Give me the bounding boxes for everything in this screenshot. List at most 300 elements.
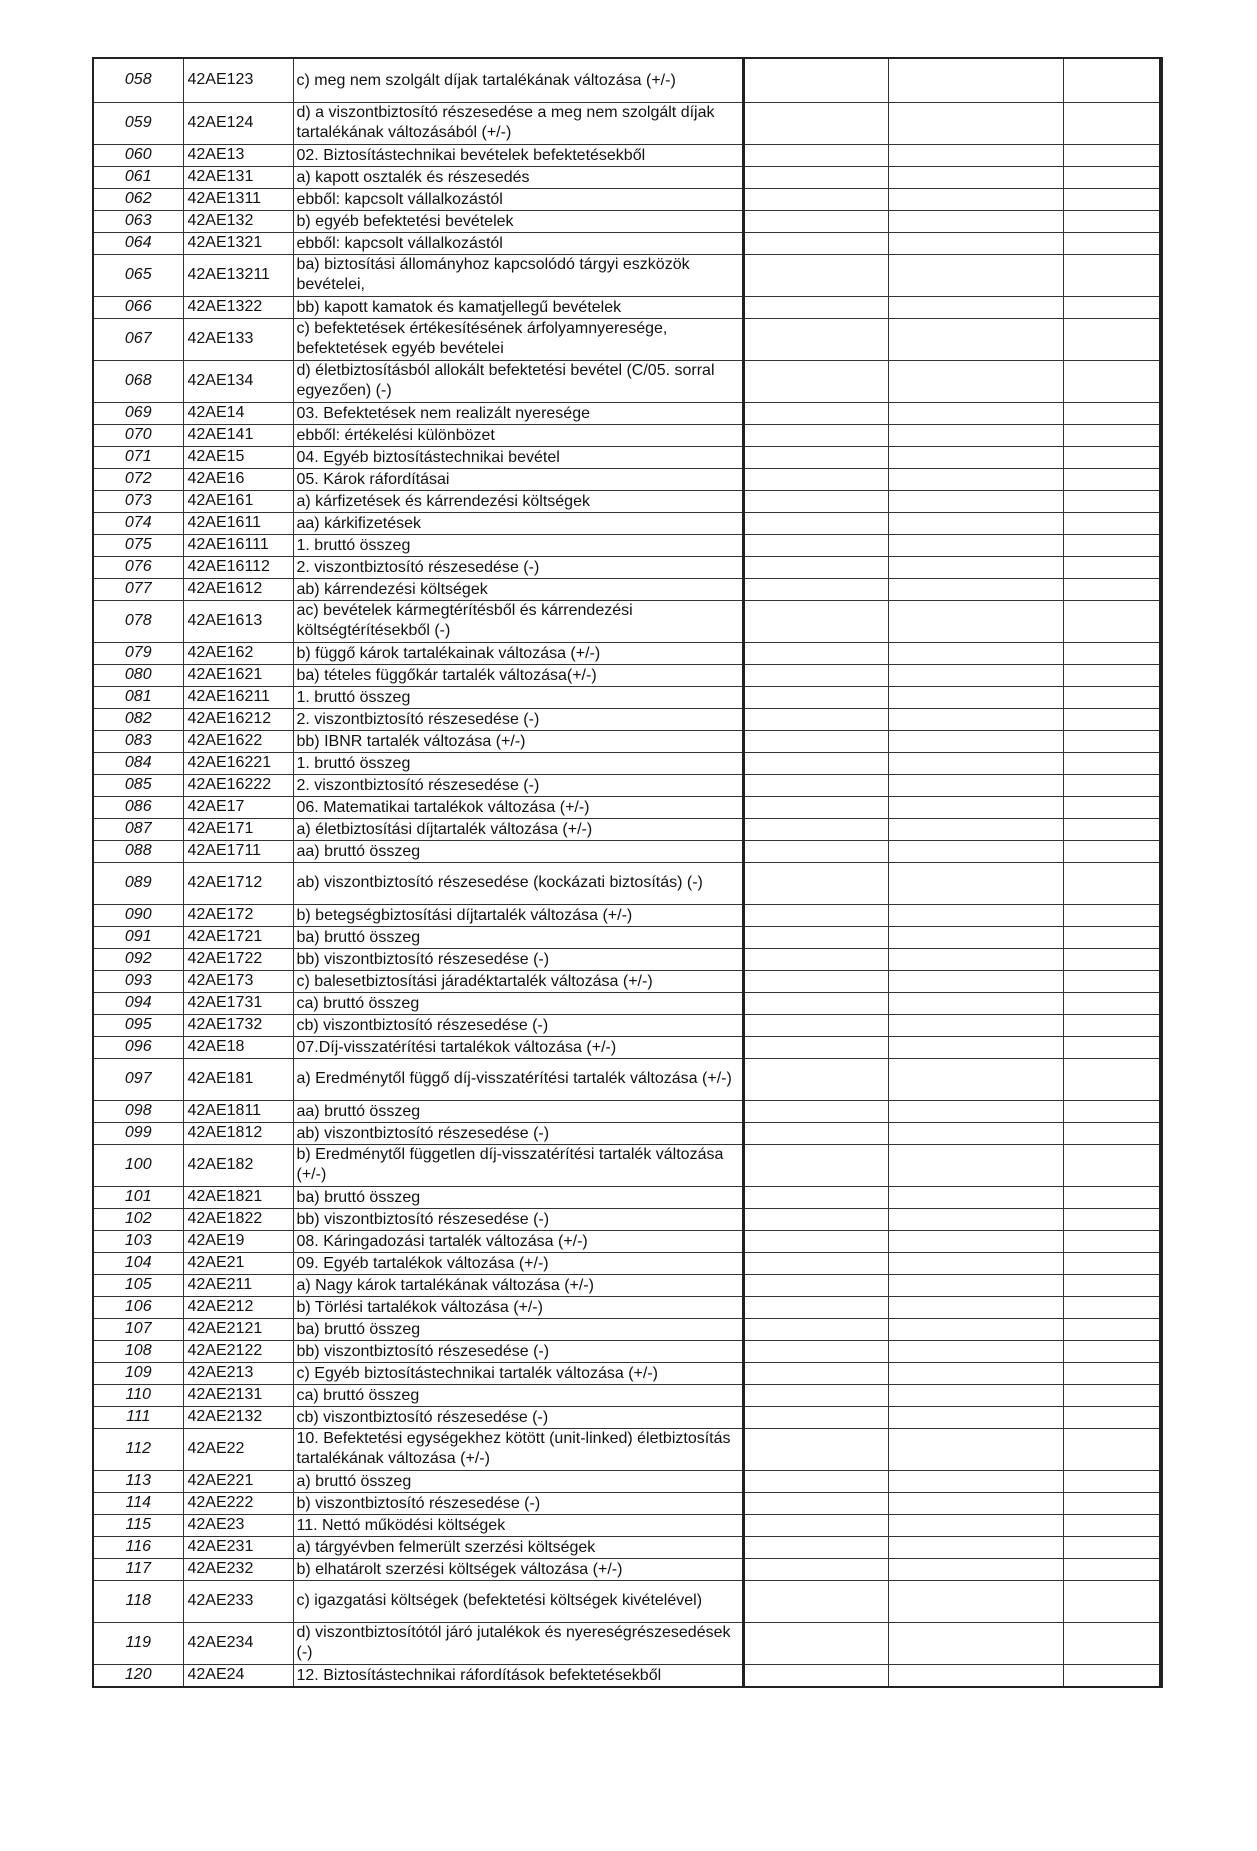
value-cell-2 bbox=[888, 664, 1063, 686]
value-cell-1 bbox=[743, 1058, 888, 1100]
row-code: 42AE141 bbox=[183, 424, 293, 446]
value-cell-1 bbox=[743, 1406, 888, 1428]
row-number: 061 bbox=[93, 166, 183, 188]
value-cell-3 bbox=[1063, 232, 1161, 254]
table-row bbox=[93, 490, 1161, 512]
row-code: 42AE14 bbox=[183, 402, 293, 424]
value-cell-2 bbox=[888, 1622, 1063, 1664]
row-number: 094 bbox=[93, 992, 183, 1014]
value-cell-2 bbox=[888, 556, 1063, 578]
value-cell-3 bbox=[1063, 188, 1161, 210]
row-code: 42AE123 bbox=[183, 58, 293, 102]
value-cell-2 bbox=[888, 1514, 1063, 1536]
row-description: d) viszontbiztosítótól járó jutalékok és nyereségrészesedések (-) bbox=[293, 1622, 743, 1664]
row-code: 42AE213 bbox=[183, 1362, 293, 1384]
row-description: 2. viszontbiztosító részesedése (-) bbox=[293, 556, 743, 578]
row-code: 42AE133 bbox=[183, 318, 293, 360]
table-row bbox=[93, 296, 1161, 318]
row-number: 066 bbox=[93, 296, 183, 318]
value-cell-2 bbox=[888, 360, 1063, 402]
value-cell-2 bbox=[888, 1536, 1063, 1558]
value-cell-2 bbox=[888, 1208, 1063, 1230]
value-cell-1 bbox=[743, 1252, 888, 1274]
value-cell-1 bbox=[743, 1296, 888, 1318]
row-code: 42AE132 bbox=[183, 210, 293, 232]
row-description: aa) kárkifizetések bbox=[293, 512, 743, 534]
row-code: 42AE1712 bbox=[183, 862, 293, 904]
value-cell-2 bbox=[888, 166, 1063, 188]
value-cell-3 bbox=[1063, 556, 1161, 578]
value-cell-1 bbox=[743, 840, 888, 862]
value-cell-2 bbox=[888, 1406, 1063, 1428]
row-number: 085 bbox=[93, 774, 183, 796]
value-cell-2 bbox=[888, 862, 1063, 904]
value-cell-3 bbox=[1063, 424, 1161, 446]
value-cell-3 bbox=[1063, 1208, 1161, 1230]
row-number: 098 bbox=[93, 1100, 183, 1122]
value-cell-1 bbox=[743, 1536, 888, 1558]
value-cell-3 bbox=[1063, 1144, 1161, 1186]
row-code: 42AE1731 bbox=[183, 992, 293, 1014]
table-row bbox=[93, 686, 1161, 708]
value-cell-1 bbox=[743, 1428, 888, 1470]
value-cell-1 bbox=[743, 1122, 888, 1144]
value-cell-1 bbox=[743, 752, 888, 774]
row-number: 065 bbox=[93, 254, 183, 296]
value-cell-1 bbox=[743, 948, 888, 970]
row-description: ebből: kapcsolt vállalkozástól bbox=[293, 232, 743, 254]
value-cell-3 bbox=[1063, 992, 1161, 1014]
value-cell-3 bbox=[1063, 318, 1161, 360]
row-description: a) életbiztosítási díjtartalék változása (+/-) bbox=[293, 818, 743, 840]
row-number: 097 bbox=[93, 1058, 183, 1100]
row-description: 04. Egyéb biztosítástechnikai bevétel bbox=[293, 446, 743, 468]
table-row bbox=[93, 1230, 1161, 1252]
row-description: ba) bruttó összeg bbox=[293, 1318, 743, 1340]
row-code: 42AE1322 bbox=[183, 296, 293, 318]
table-row bbox=[93, 862, 1161, 904]
table-row bbox=[93, 818, 1161, 840]
row-code: 42AE172 bbox=[183, 904, 293, 926]
row-number: 093 bbox=[93, 970, 183, 992]
row-description: 12. Biztosítástechnikai ráfordítások befektetésekből bbox=[293, 1664, 743, 1687]
row-code: 42AE2132 bbox=[183, 1406, 293, 1428]
value-cell-1 bbox=[743, 556, 888, 578]
row-code: 42AE222 bbox=[183, 1492, 293, 1514]
value-cell-1 bbox=[743, 1186, 888, 1208]
value-cell-3 bbox=[1063, 1058, 1161, 1100]
row-code: 42AE2121 bbox=[183, 1318, 293, 1340]
row-code: 42AE16222 bbox=[183, 774, 293, 796]
row-description: ebből: kapcsolt vállalkozástól bbox=[293, 188, 743, 210]
table-row bbox=[93, 188, 1161, 210]
value-cell-3 bbox=[1063, 490, 1161, 512]
row-description: a) kapott osztalék és részesedés bbox=[293, 166, 743, 188]
value-cell-2 bbox=[888, 1340, 1063, 1362]
value-cell-2 bbox=[888, 1230, 1063, 1252]
value-cell-1 bbox=[743, 1470, 888, 1492]
value-cell-1 bbox=[743, 58, 888, 102]
row-number: 080 bbox=[93, 664, 183, 686]
value-cell-2 bbox=[888, 1470, 1063, 1492]
row-description: 2. viszontbiztosító részesedése (-) bbox=[293, 708, 743, 730]
row-code: 42AE232 bbox=[183, 1558, 293, 1580]
value-cell-3 bbox=[1063, 730, 1161, 752]
row-code: 42AE182 bbox=[183, 1144, 293, 1186]
row-number: 078 bbox=[93, 600, 183, 642]
row-description: cb) viszontbiztosító részesedése (-) bbox=[293, 1406, 743, 1428]
row-number: 118 bbox=[93, 1580, 183, 1622]
row-description: ab) kárrendezési költségek bbox=[293, 578, 743, 600]
value-cell-3 bbox=[1063, 1580, 1161, 1622]
value-cell-3 bbox=[1063, 1664, 1161, 1687]
row-description: 1. bruttó összeg bbox=[293, 686, 743, 708]
value-cell-1 bbox=[743, 642, 888, 664]
row-code: 42AE1722 bbox=[183, 948, 293, 970]
row-description: d) a viszontbiztosító részesedése a meg nem szolgált díjak tartalékának változásából (+/-) bbox=[293, 102, 743, 144]
value-cell-3 bbox=[1063, 600, 1161, 642]
row-number: 114 bbox=[93, 1492, 183, 1514]
row-description: cb) viszontbiztosító részesedése (-) bbox=[293, 1014, 743, 1036]
value-cell-2 bbox=[888, 1036, 1063, 1058]
row-code: 42AE16212 bbox=[183, 708, 293, 730]
table-row bbox=[93, 1536, 1161, 1558]
value-cell-1 bbox=[743, 1362, 888, 1384]
value-cell-3 bbox=[1063, 512, 1161, 534]
value-cell-2 bbox=[888, 578, 1063, 600]
value-cell-3 bbox=[1063, 1230, 1161, 1252]
value-cell-1 bbox=[743, 296, 888, 318]
report-table-container bbox=[92, 57, 1160, 1688]
row-description: b) Törlési tartalékok változása (+/-) bbox=[293, 1296, 743, 1318]
value-cell-3 bbox=[1063, 468, 1161, 490]
row-code: 42AE1821 bbox=[183, 1186, 293, 1208]
row-description: c) igazgatási költségek (befektetési költségek kivételével) bbox=[293, 1580, 743, 1622]
value-cell-1 bbox=[743, 254, 888, 296]
value-cell-3 bbox=[1063, 774, 1161, 796]
row-number: 081 bbox=[93, 686, 183, 708]
value-cell-2 bbox=[888, 708, 1063, 730]
row-number: 102 bbox=[93, 1208, 183, 1230]
row-description: 03. Befektetések nem realizált nyeresége bbox=[293, 402, 743, 424]
row-number: 088 bbox=[93, 840, 183, 862]
value-cell-3 bbox=[1063, 1536, 1161, 1558]
row-code: 42AE16211 bbox=[183, 686, 293, 708]
row-description: b) egyéb befektetési bevételek bbox=[293, 210, 743, 232]
table-row bbox=[93, 730, 1161, 752]
row-description: ca) bruttó összeg bbox=[293, 1384, 743, 1406]
row-number: 108 bbox=[93, 1340, 183, 1362]
row-number: 119 bbox=[93, 1622, 183, 1664]
row-description: aa) bruttó összeg bbox=[293, 1100, 743, 1122]
value-cell-1 bbox=[743, 1664, 888, 1687]
row-number: 086 bbox=[93, 796, 183, 818]
row-description: ac) bevételek kármegtérítésből és kárrendezési költségtérítésekből (-) bbox=[293, 600, 743, 642]
table-row bbox=[93, 1470, 1161, 1492]
value-cell-2 bbox=[888, 730, 1063, 752]
row-number: 091 bbox=[93, 926, 183, 948]
row-code: 42AE211 bbox=[183, 1274, 293, 1296]
row-number: 099 bbox=[93, 1122, 183, 1144]
value-cell-3 bbox=[1063, 58, 1161, 102]
value-cell-2 bbox=[888, 926, 1063, 948]
value-cell-2 bbox=[888, 1058, 1063, 1100]
row-number: 092 bbox=[93, 948, 183, 970]
row-description: a) tárgyévben felmerült szerzési költségek bbox=[293, 1536, 743, 1558]
row-code: 42AE19 bbox=[183, 1230, 293, 1252]
value-cell-1 bbox=[743, 1580, 888, 1622]
row-description: ab) viszontbiztosító részesedése (kockázati biztosítás) (-) bbox=[293, 862, 743, 904]
value-cell-2 bbox=[888, 210, 1063, 232]
table-row bbox=[93, 1492, 1161, 1514]
row-code: 42AE23 bbox=[183, 1514, 293, 1536]
value-cell-1 bbox=[743, 708, 888, 730]
value-cell-1 bbox=[743, 490, 888, 512]
row-description: d) életbiztosításból allokált befektetési bevétel (C/05. sorral egyezően) (-) bbox=[293, 360, 743, 402]
value-cell-3 bbox=[1063, 1252, 1161, 1274]
table-row bbox=[93, 1296, 1161, 1318]
row-code: 42AE1311 bbox=[183, 188, 293, 210]
table-row bbox=[93, 424, 1161, 446]
row-description: b) függő károk tartalékainak változása (+/-) bbox=[293, 642, 743, 664]
row-description: b) elhatárolt szerzési költségek változása (+/-) bbox=[293, 1558, 743, 1580]
row-number: 059 bbox=[93, 102, 183, 144]
value-cell-2 bbox=[888, 188, 1063, 210]
row-number: 082 bbox=[93, 708, 183, 730]
row-description: ba) tételes függőkár tartalék változása(+/-) bbox=[293, 664, 743, 686]
row-description: 02. Biztosítástechnikai bevételek befektetésekből bbox=[293, 144, 743, 166]
row-number: 089 bbox=[93, 862, 183, 904]
row-number: 077 bbox=[93, 578, 183, 600]
value-cell-3 bbox=[1063, 1406, 1161, 1428]
row-code: 42AE13 bbox=[183, 144, 293, 166]
table-row bbox=[93, 446, 1161, 468]
table-row bbox=[93, 1208, 1161, 1230]
row-number: 072 bbox=[93, 468, 183, 490]
row-code: 42AE161 bbox=[183, 490, 293, 512]
table-row bbox=[93, 1362, 1161, 1384]
row-code: 42AE134 bbox=[183, 360, 293, 402]
table-row bbox=[93, 1406, 1161, 1428]
value-cell-1 bbox=[743, 970, 888, 992]
value-cell-1 bbox=[743, 578, 888, 600]
row-code: 42AE21 bbox=[183, 1252, 293, 1274]
value-cell-1 bbox=[743, 774, 888, 796]
value-cell-2 bbox=[888, 1296, 1063, 1318]
value-cell-1 bbox=[743, 992, 888, 1014]
value-cell-3 bbox=[1063, 1362, 1161, 1384]
value-cell-3 bbox=[1063, 144, 1161, 166]
value-cell-1 bbox=[743, 1514, 888, 1536]
table-row bbox=[93, 578, 1161, 600]
value-cell-2 bbox=[888, 1492, 1063, 1514]
table-row bbox=[93, 1144, 1161, 1186]
value-cell-2 bbox=[888, 818, 1063, 840]
table-row bbox=[93, 254, 1161, 296]
value-cell-3 bbox=[1063, 752, 1161, 774]
value-cell-3 bbox=[1063, 1622, 1161, 1664]
report-table-body bbox=[93, 58, 1161, 1687]
value-cell-2 bbox=[888, 468, 1063, 490]
row-number: 100 bbox=[93, 1144, 183, 1186]
row-number: 073 bbox=[93, 490, 183, 512]
table-row bbox=[93, 1122, 1161, 1144]
value-cell-2 bbox=[888, 490, 1063, 512]
value-cell-2 bbox=[888, 534, 1063, 556]
value-cell-3 bbox=[1063, 1100, 1161, 1122]
row-code: 42AE24 bbox=[183, 1664, 293, 1687]
row-description: ba) bruttó összeg bbox=[293, 926, 743, 948]
report-table bbox=[92, 57, 1163, 1688]
row-code: 42AE131 bbox=[183, 166, 293, 188]
value-cell-3 bbox=[1063, 210, 1161, 232]
table-row bbox=[93, 534, 1161, 556]
table-row bbox=[93, 556, 1161, 578]
row-number: 095 bbox=[93, 1014, 183, 1036]
value-cell-1 bbox=[743, 402, 888, 424]
row-number: 090 bbox=[93, 904, 183, 926]
value-cell-1 bbox=[743, 862, 888, 904]
row-description: 09. Egyéb tartalékok változása (+/-) bbox=[293, 1252, 743, 1274]
value-cell-2 bbox=[888, 970, 1063, 992]
row-code: 42AE221 bbox=[183, 1470, 293, 1492]
table-row bbox=[93, 600, 1161, 642]
row-code: 42AE1812 bbox=[183, 1122, 293, 1144]
value-cell-2 bbox=[888, 642, 1063, 664]
row-code: 42AE18 bbox=[183, 1036, 293, 1058]
table-row bbox=[93, 904, 1161, 926]
row-code: 42AE1321 bbox=[183, 232, 293, 254]
value-cell-2 bbox=[888, 1362, 1063, 1384]
row-code: 42AE16221 bbox=[183, 752, 293, 774]
row-description: ba) biztosítási állományhoz kapcsolódó tárgyi eszközök bevételei, bbox=[293, 254, 743, 296]
table-row bbox=[93, 1014, 1161, 1036]
row-number: 120 bbox=[93, 1664, 183, 1687]
table-row bbox=[93, 1318, 1161, 1340]
value-cell-3 bbox=[1063, 1036, 1161, 1058]
table-row bbox=[93, 1036, 1161, 1058]
value-cell-3 bbox=[1063, 1274, 1161, 1296]
value-cell-2 bbox=[888, 992, 1063, 1014]
table-row bbox=[93, 1384, 1161, 1406]
row-description: 1. bruttó összeg bbox=[293, 534, 743, 556]
row-number: 105 bbox=[93, 1274, 183, 1296]
value-cell-2 bbox=[888, 752, 1063, 774]
value-cell-3 bbox=[1063, 1384, 1161, 1406]
value-cell-1 bbox=[743, 664, 888, 686]
table-row bbox=[93, 318, 1161, 360]
value-cell-1 bbox=[743, 1036, 888, 1058]
value-cell-1 bbox=[743, 360, 888, 402]
row-code: 42AE162 bbox=[183, 642, 293, 664]
table-row bbox=[93, 58, 1161, 102]
table-row bbox=[93, 1340, 1161, 1362]
value-cell-3 bbox=[1063, 534, 1161, 556]
table-row bbox=[93, 1428, 1161, 1470]
value-cell-2 bbox=[888, 424, 1063, 446]
value-cell-1 bbox=[743, 926, 888, 948]
value-cell-1 bbox=[743, 1014, 888, 1036]
value-cell-2 bbox=[888, 1580, 1063, 1622]
table-row bbox=[93, 1252, 1161, 1274]
value-cell-1 bbox=[743, 1144, 888, 1186]
row-description: 11. Nettó működési költségek bbox=[293, 1514, 743, 1536]
row-description: c) befektetések értékesítésének árfolyamnyeresége, befektetések egyéb bevételei bbox=[293, 318, 743, 360]
row-description: b) Eredménytől független díj-visszatérítési tartalék változása (+/-) bbox=[293, 1144, 743, 1186]
value-cell-2 bbox=[888, 254, 1063, 296]
row-description: 07.Díj-visszatérítési tartalékok változása (+/-) bbox=[293, 1036, 743, 1058]
value-cell-2 bbox=[888, 446, 1063, 468]
value-cell-2 bbox=[888, 840, 1063, 862]
table-row bbox=[93, 144, 1161, 166]
value-cell-1 bbox=[743, 102, 888, 144]
value-cell-2 bbox=[888, 1186, 1063, 1208]
value-cell-1 bbox=[743, 144, 888, 166]
value-cell-3 bbox=[1063, 1340, 1161, 1362]
value-cell-3 bbox=[1063, 686, 1161, 708]
table-row bbox=[93, 948, 1161, 970]
row-code: 42AE1822 bbox=[183, 1208, 293, 1230]
value-cell-3 bbox=[1063, 166, 1161, 188]
value-cell-3 bbox=[1063, 1492, 1161, 1514]
row-description: c) balesetbiztosítási járadéktartalék változása (+/-) bbox=[293, 970, 743, 992]
row-description: 05. Károk ráfordításai bbox=[293, 468, 743, 490]
value-cell-1 bbox=[743, 1558, 888, 1580]
row-description: bb) viszontbiztosító részesedése (-) bbox=[293, 948, 743, 970]
row-number: 058 bbox=[93, 58, 183, 102]
value-cell-3 bbox=[1063, 840, 1161, 862]
table-row bbox=[93, 360, 1161, 402]
table-row bbox=[93, 512, 1161, 534]
table-row bbox=[93, 1580, 1161, 1622]
row-number: 117 bbox=[93, 1558, 183, 1580]
row-code: 42AE1622 bbox=[183, 730, 293, 752]
table-row bbox=[93, 752, 1161, 774]
row-description: ca) bruttó összeg bbox=[293, 992, 743, 1014]
value-cell-3 bbox=[1063, 1318, 1161, 1340]
value-cell-1 bbox=[743, 730, 888, 752]
row-number: 083 bbox=[93, 730, 183, 752]
row-code: 42AE1613 bbox=[183, 600, 293, 642]
value-cell-1 bbox=[743, 1492, 888, 1514]
row-description: b) viszontbiztosító részesedése (-) bbox=[293, 1492, 743, 1514]
row-description: bb) viszontbiztosító részesedése (-) bbox=[293, 1208, 743, 1230]
row-code: 42AE124 bbox=[183, 102, 293, 144]
row-number: 115 bbox=[93, 1514, 183, 1536]
row-number: 104 bbox=[93, 1252, 183, 1274]
row-number: 069 bbox=[93, 402, 183, 424]
value-cell-2 bbox=[888, 774, 1063, 796]
value-cell-3 bbox=[1063, 904, 1161, 926]
value-cell-3 bbox=[1063, 1428, 1161, 1470]
value-cell-1 bbox=[743, 904, 888, 926]
table-row bbox=[93, 1274, 1161, 1296]
row-code: 42AE1721 bbox=[183, 926, 293, 948]
row-number: 116 bbox=[93, 1536, 183, 1558]
value-cell-3 bbox=[1063, 948, 1161, 970]
row-code: 42AE171 bbox=[183, 818, 293, 840]
value-cell-2 bbox=[888, 1428, 1063, 1470]
value-cell-1 bbox=[743, 686, 888, 708]
value-cell-3 bbox=[1063, 102, 1161, 144]
value-cell-1 bbox=[743, 166, 888, 188]
value-cell-1 bbox=[743, 1230, 888, 1252]
value-cell-3 bbox=[1063, 1558, 1161, 1580]
row-number: 087 bbox=[93, 818, 183, 840]
row-code: 42AE2131 bbox=[183, 1384, 293, 1406]
value-cell-3 bbox=[1063, 926, 1161, 948]
row-code: 42AE173 bbox=[183, 970, 293, 992]
